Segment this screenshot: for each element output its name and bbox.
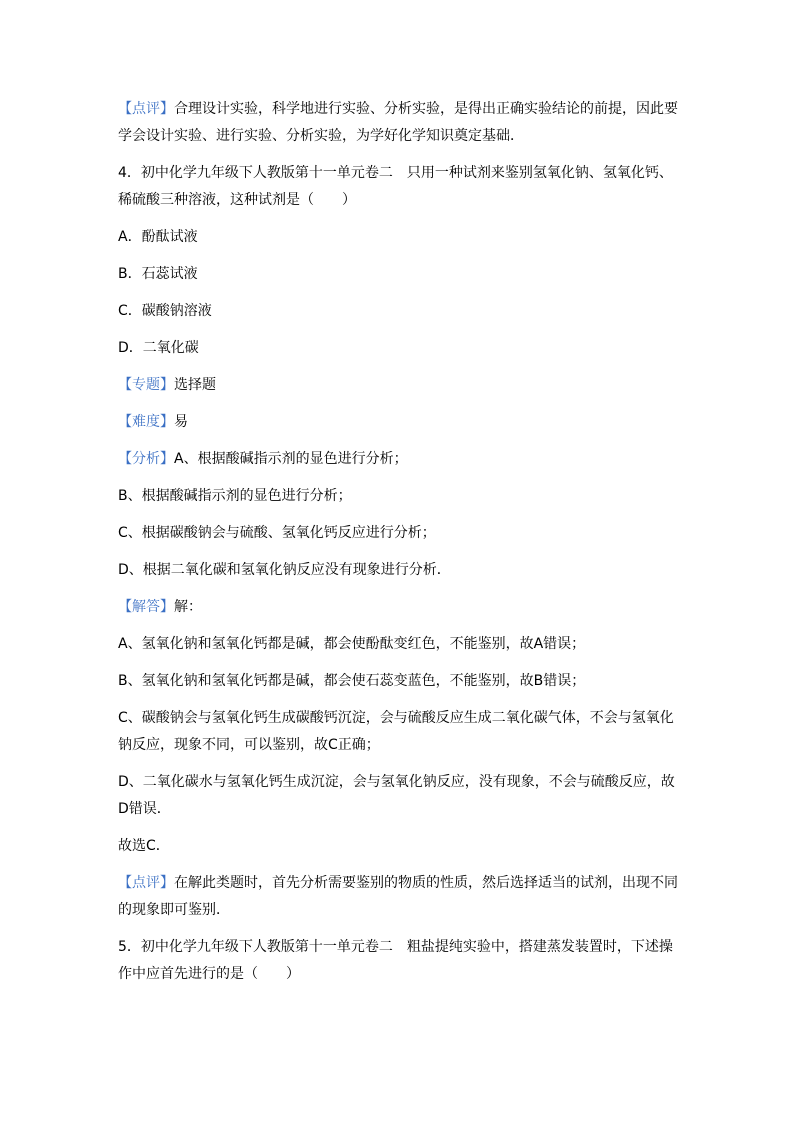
- answer-text: A、氢氧化钠和氢氧化钙都是碱，都会使酚酞变红色，不能鉴别，故A错误；: [118, 636, 586, 652]
- answer-text: C、碳酸钠会与氢氧化钙生成碳酸钙沉淀，会与硫酸反应生成二氧化碳气体，不会与氢氧化钠反应，现象不同，可以鉴别，故C正确；: [118, 710, 674, 753]
- answer-text: 解：: [174, 599, 202, 615]
- review-tag: 【点评】: [118, 101, 174, 117]
- option-text: B．石蕊试液: [118, 266, 198, 282]
- answer-tag: 【解答】: [118, 599, 174, 615]
- question-text: 5．初中化学九年级下人教版第十一单元卷二 粗盐提纯实验中，搭建蒸发装置时，下述操作中应首先进行的是（ ）: [118, 939, 673, 982]
- question-5-stem: [118, 934, 678, 988]
- analysis-b: [118, 483, 678, 510]
- option-c: [118, 298, 678, 325]
- option-text: D．二氧化碳: [118, 340, 199, 356]
- topic-paragraph: [118, 372, 678, 399]
- answer-c: [118, 705, 678, 759]
- answer-text: 故选C．: [118, 838, 170, 854]
- answer-b: [118, 668, 678, 695]
- difficulty-text: 易: [174, 414, 188, 430]
- question-text: 4．初中化学九年级下人教版第十一单元卷二 只用一种试剂来鉴别氢氧化钠、氢氧化钙、稀硫酸三种溶液，这种试剂是（ ）: [118, 165, 673, 208]
- difficulty-paragraph: [118, 409, 678, 436]
- answer-text: D、二氧化碳水与氢氧化钙生成沉淀，会与氢氧化钠反应，没有现象，不会与硫酸反应，故D错误．: [118, 774, 675, 817]
- option-text: C．碳酸钠溶液: [118, 303, 212, 319]
- option-d: [118, 335, 678, 362]
- difficulty-tag: 【难度】: [118, 414, 174, 430]
- analysis-text: D、根据二氧化碳和氢氧化钠反应没有现象进行分析．: [118, 562, 451, 578]
- analysis-paragraph: [118, 446, 678, 473]
- answer-choice: [118, 833, 678, 860]
- review-text: 合理设计实验，科学地进行实验、分析实验，是得出正确实验结论的前提，因此要学会设计实验、进行实验、分析实验，为学好化学知识奠定基础．: [118, 101, 678, 144]
- analysis-text: C、根据碳酸钠会与硫酸、氢氧化钙反应进行分析；: [118, 525, 436, 541]
- review-paragraph-1: [118, 96, 678, 150]
- review-paragraph-2: [118, 870, 678, 924]
- answer-a: [118, 631, 678, 658]
- option-a: [118, 224, 678, 251]
- question-4-stem: [118, 160, 678, 214]
- topic-text: 选择题: [174, 377, 216, 393]
- option-b: [118, 261, 678, 288]
- review-text: 在解此类题时，首先分析需要鉴别的物质的性质，然后选择适当的试剂，出现不同的现象即可鉴别．: [118, 875, 678, 918]
- analysis-text: B、根据酸碱指示剂的显色进行分析；: [118, 488, 352, 504]
- option-text: A．酚酞试液: [118, 229, 198, 245]
- answer-text: B、氢氧化钠和氢氧化钙都是碱，都会使石蕊变蓝色，不能鉴别，故B错误；: [118, 673, 586, 689]
- analysis-d: [118, 557, 678, 584]
- answer-paragraph: [118, 594, 678, 621]
- answer-d: [118, 769, 678, 823]
- analysis-c: [118, 520, 678, 547]
- analysis-text: A、根据酸碱指示剂的显色进行分析；: [174, 451, 408, 467]
- document-page: [118, 96, 678, 998]
- review-tag: 【点评】: [118, 875, 174, 891]
- topic-tag: 【专题】: [118, 377, 174, 393]
- analysis-tag: 【分析】: [118, 451, 174, 467]
